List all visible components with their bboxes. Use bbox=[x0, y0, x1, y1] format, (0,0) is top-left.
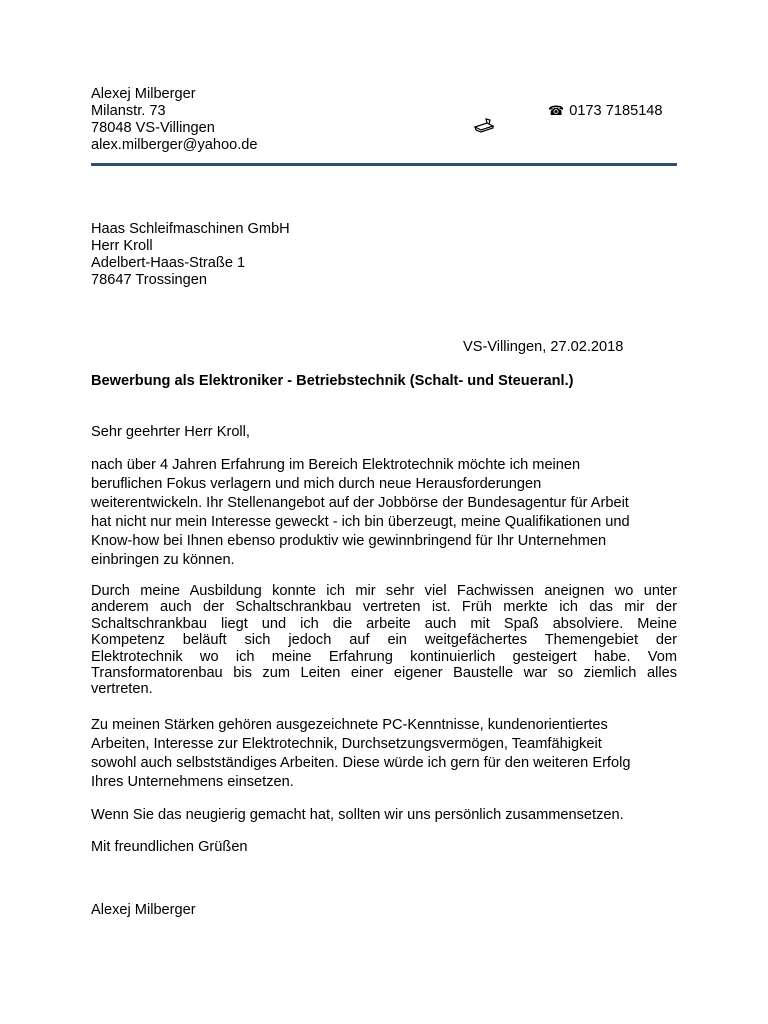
signature-name: Alexej Milberger bbox=[91, 902, 196, 918]
sender-city: 78048 VS-Villingen bbox=[91, 120, 215, 136]
paragraph-line: Know-how bei Ihnen ebenso produktiv wie gewinnbringend für Ihr Unternehmen bbox=[91, 533, 607, 549]
header-divider bbox=[91, 163, 677, 166]
paragraph-line: Elektrotechnik wo ich meine Erfahrung kontinuierlich gesteigert habe. Vom bbox=[91, 648, 677, 665]
paragraph-line: nach über 4 Jahren Erfahrung im Bereich Elektrotechnik möchte ich meinen bbox=[91, 457, 581, 473]
paragraph-1 bbox=[91, 456, 677, 570]
paragraph-line: hat nicht nur mein Interesse geweckt - ich bin überzeugt, meine Qualifikationen und bbox=[91, 514, 630, 530]
paragraph-line: anderem auch der Schaltschrankbau vertreten ist. Früh merkte ich das mir der bbox=[91, 599, 677, 616]
telephone-icon: ☎ bbox=[548, 104, 565, 119]
recipient-contact: Herr Kroll bbox=[91, 238, 153, 254]
paragraph-3 bbox=[91, 716, 677, 792]
paragraph-line: Durch meine Ausbildung konnte ich mir sehr viel Fachwissen aneignen wo unter bbox=[91, 583, 677, 599]
sender-address-block bbox=[91, 86, 351, 154]
paragraph-line: Zu meinen Stärken gehören ausgezeichnete PC-Kenntnisse, kundenorientiertes bbox=[91, 717, 608, 733]
letter-subject: Bewerbung als Elektroniker - Betriebstechnik (Schalt- und Steueranl.) bbox=[91, 373, 574, 389]
paragraph-line: weiterentwickeln. Ihr Stellenangebot auf der Jobbörse der Bundesagentur für Arbeit bbox=[91, 495, 629, 511]
sender-phone: 0173 7185148 bbox=[569, 103, 663, 119]
paragraph-line: beruflichen Fokus verlagern und mich durch neue Herausforderungen bbox=[91, 476, 542, 492]
recipient-address-block bbox=[91, 221, 290, 289]
paragraph-line: Kompetenz beläuft sich jedoch auf ein weitgefächertes Themengebiet der bbox=[91, 632, 677, 649]
salutation: Sehr geehrter Herr Kroll, bbox=[91, 424, 250, 440]
paragraph-line: sowohl auch selbstständiges Arbeiten. Diese würde ich gern für den weiteren Erfolg bbox=[91, 755, 631, 771]
recipient-city: 78647 Trossingen bbox=[91, 272, 208, 288]
place-date-line: VS-Villingen, 27.02.2018 bbox=[463, 339, 624, 355]
envelope-icon bbox=[473, 118, 495, 134]
recipient-street: Adelbert-Haas-Straße 1 bbox=[91, 255, 246, 271]
sender-email: alex.milberger@yahoo.de bbox=[91, 137, 258, 153]
paragraph-line: Ihres Unternehmens einsetzen. bbox=[91, 774, 294, 790]
paragraph-line: Schaltschrankbau liegt und ich die arbeite auch mit Spaß absolviere. Meine bbox=[91, 615, 677, 632]
sender-phone-line bbox=[548, 103, 663, 120]
recipient-company: Haas Schleifmaschinen GmbH bbox=[91, 221, 290, 237]
paragraph-line: Wenn Sie das neugierig gemacht hat, sollten wir uns persönlich zusammensetzen. bbox=[91, 807, 624, 823]
paragraph-line: Transformatorenbau bis zum Leiten einer eigener Baustelle war so ziemlich alles bbox=[91, 665, 677, 682]
sender-name: Alexej Milberger bbox=[91, 86, 196, 102]
closing-phrase: Mit freundlichen Grüßen bbox=[91, 839, 248, 855]
paragraph-line: vertreten. bbox=[91, 681, 153, 698]
paragraph-line: Arbeiten, Interesse zur Elektrotechnik, Durchsetzungsvermögen, Teamfähigkeit bbox=[91, 736, 602, 752]
paragraph-4 bbox=[91, 807, 677, 824]
paragraph-2 bbox=[91, 583, 677, 698]
paragraph-line: einbringen zu können. bbox=[91, 552, 235, 568]
sender-street: Milanstr. 73 bbox=[91, 103, 166, 119]
